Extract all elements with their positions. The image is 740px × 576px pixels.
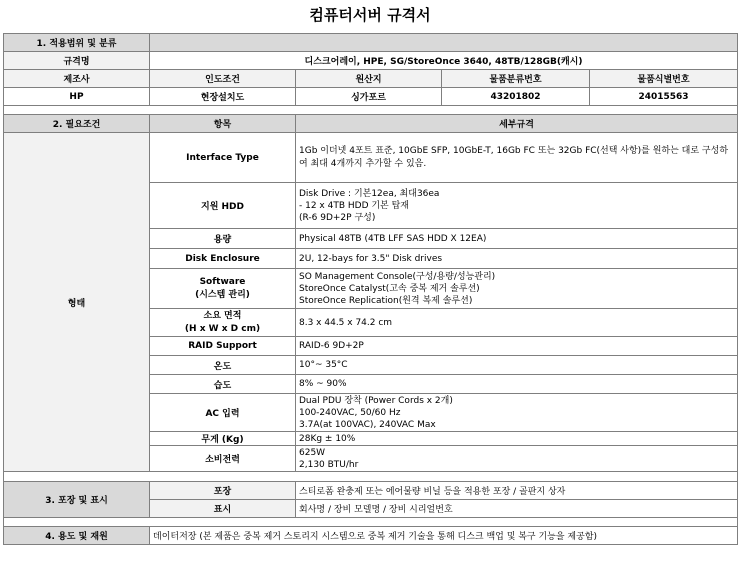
row-label: 온도	[150, 356, 296, 375]
detail-line: (R-6 9D+2P 구성)	[299, 212, 376, 223]
row-detail: 스티로폼 완충제 또는 에어물량 비닐 등을 적용한 포장 / 골판지 상자	[296, 482, 738, 500]
spacer	[4, 106, 738, 115]
col-item: 항목	[150, 115, 296, 133]
row-label: 무게 (Kg)	[150, 432, 296, 446]
row-label: 소비전력	[150, 446, 296, 472]
row-detail	[296, 183, 738, 229]
val-manufacturer: HP	[4, 88, 150, 106]
row-detail: 8.3 x 44.5 x 74.2 cm	[296, 309, 738, 337]
col-origin: 원산지	[296, 70, 442, 88]
row-detail: RAID-6 9D+2P	[296, 337, 738, 356]
col-delivery: 인도조건	[150, 70, 296, 88]
row-label: 지원 HDD	[150, 183, 296, 229]
section1-header: 1. 적용범위 및 분류	[4, 34, 150, 52]
spacer	[4, 518, 738, 527]
val-id-no: 24015563	[590, 88, 738, 106]
detail-line: 625W	[299, 447, 326, 458]
row-label: RAID Support	[150, 337, 296, 356]
val-delivery: 현장설치도	[150, 88, 296, 106]
row-detail: 2U, 12-bays for 3.5" Disk drives	[296, 249, 738, 269]
row-label: Interface Type	[150, 133, 296, 183]
col-detail: 세부규격	[296, 115, 738, 133]
col-class-no: 물품분류번호	[442, 70, 590, 88]
row-label: 용량	[150, 229, 296, 249]
row-detail: 회사명 / 장비 모델명 / 장비 시리얼번호	[296, 500, 738, 518]
section3-header: 3. 포장 및 표시	[4, 482, 150, 518]
section2-header: 2. 필요조건	[4, 115, 150, 133]
spec-name-value: 디스크어레이, HPE, SG/StoreOnce 3640, 48TB/128GB(캐시)	[150, 52, 738, 70]
section1-header-fill	[150, 34, 738, 52]
row-detail: 8% ~ 90%	[296, 375, 738, 394]
label-line: Software	[199, 276, 246, 287]
row-label: 표시	[150, 500, 296, 518]
row-label: 습도	[150, 375, 296, 394]
row-detail	[296, 269, 738, 309]
label-line: (H x W x D cm)	[184, 323, 261, 334]
category-form: 형태	[4, 133, 150, 472]
spec-name-label: 규격명	[4, 52, 150, 70]
row-label: AC 입력	[150, 394, 296, 432]
row-detail: 28Kg ± 10%	[296, 432, 738, 446]
detail-line: - 12 x 4TB HDD 기본 탑재	[299, 200, 409, 211]
val-class-no: 43201802	[442, 88, 590, 106]
col-manufacturer: 제조사	[4, 70, 150, 88]
row-label: Disk Enclosure	[150, 249, 296, 269]
detail-line: SO Management Console(구성/용량/성능관리)	[299, 271, 496, 282]
detail-line: Dual PDU 장착 (Power Cords x 2개)	[299, 395, 453, 406]
spec-table	[3, 33, 738, 545]
row-detail: Physical 48TB (4TB LFF SAS HDD X 12EA)	[296, 229, 738, 249]
spacer	[4, 472, 738, 482]
row-detail	[296, 394, 738, 432]
label-line: 소요 면적	[203, 310, 242, 321]
row-label: 포장	[150, 482, 296, 500]
detail-line: Disk Drive : 기본12ea, 최대36ea	[299, 188, 440, 199]
detail-line: StoreOnce Replication(원격 복제 솔루션)	[299, 295, 473, 306]
label-line: (시스템 관리)	[195, 289, 250, 300]
detail-line: 100-240VAC, 50/60 Hz	[299, 407, 401, 418]
detail-line: 2,130 BTU/hr	[299, 459, 359, 470]
detail-line: 3.7A(at 100VAC), 240VAC Max	[299, 419, 436, 430]
row-label	[150, 269, 296, 309]
val-origin: 싱가포르	[296, 88, 442, 106]
detail-line: StoreOnce Catalyst(고속 중복 제거 솔루션)	[299, 283, 480, 294]
row-detail	[296, 446, 738, 472]
section4-detail: 데이터저장 (본 제품은 중복 제거 스토리지 시스템으로 중복 제거 기술을 통해 디스크 백업 및 복구 기능을 제공함)	[150, 527, 738, 545]
row-detail: 1Gb 이더넷 4포트 표준, 10GbE SFP, 10GbE-T, 16Gb FC 또는 32Gb FC(선택 사항)를 원하는 대로 구성하여 최대 4개까지 추가할 수 있음.	[296, 133, 738, 183]
section4-header: 4. 용도 및 재원	[4, 527, 150, 545]
page-title: 컴퓨터서버 규격서	[309, 6, 431, 24]
row-label	[150, 309, 296, 337]
col-id-no: 물품식별번호	[590, 70, 738, 88]
row-detail: 10°~ 35°C	[296, 356, 738, 375]
